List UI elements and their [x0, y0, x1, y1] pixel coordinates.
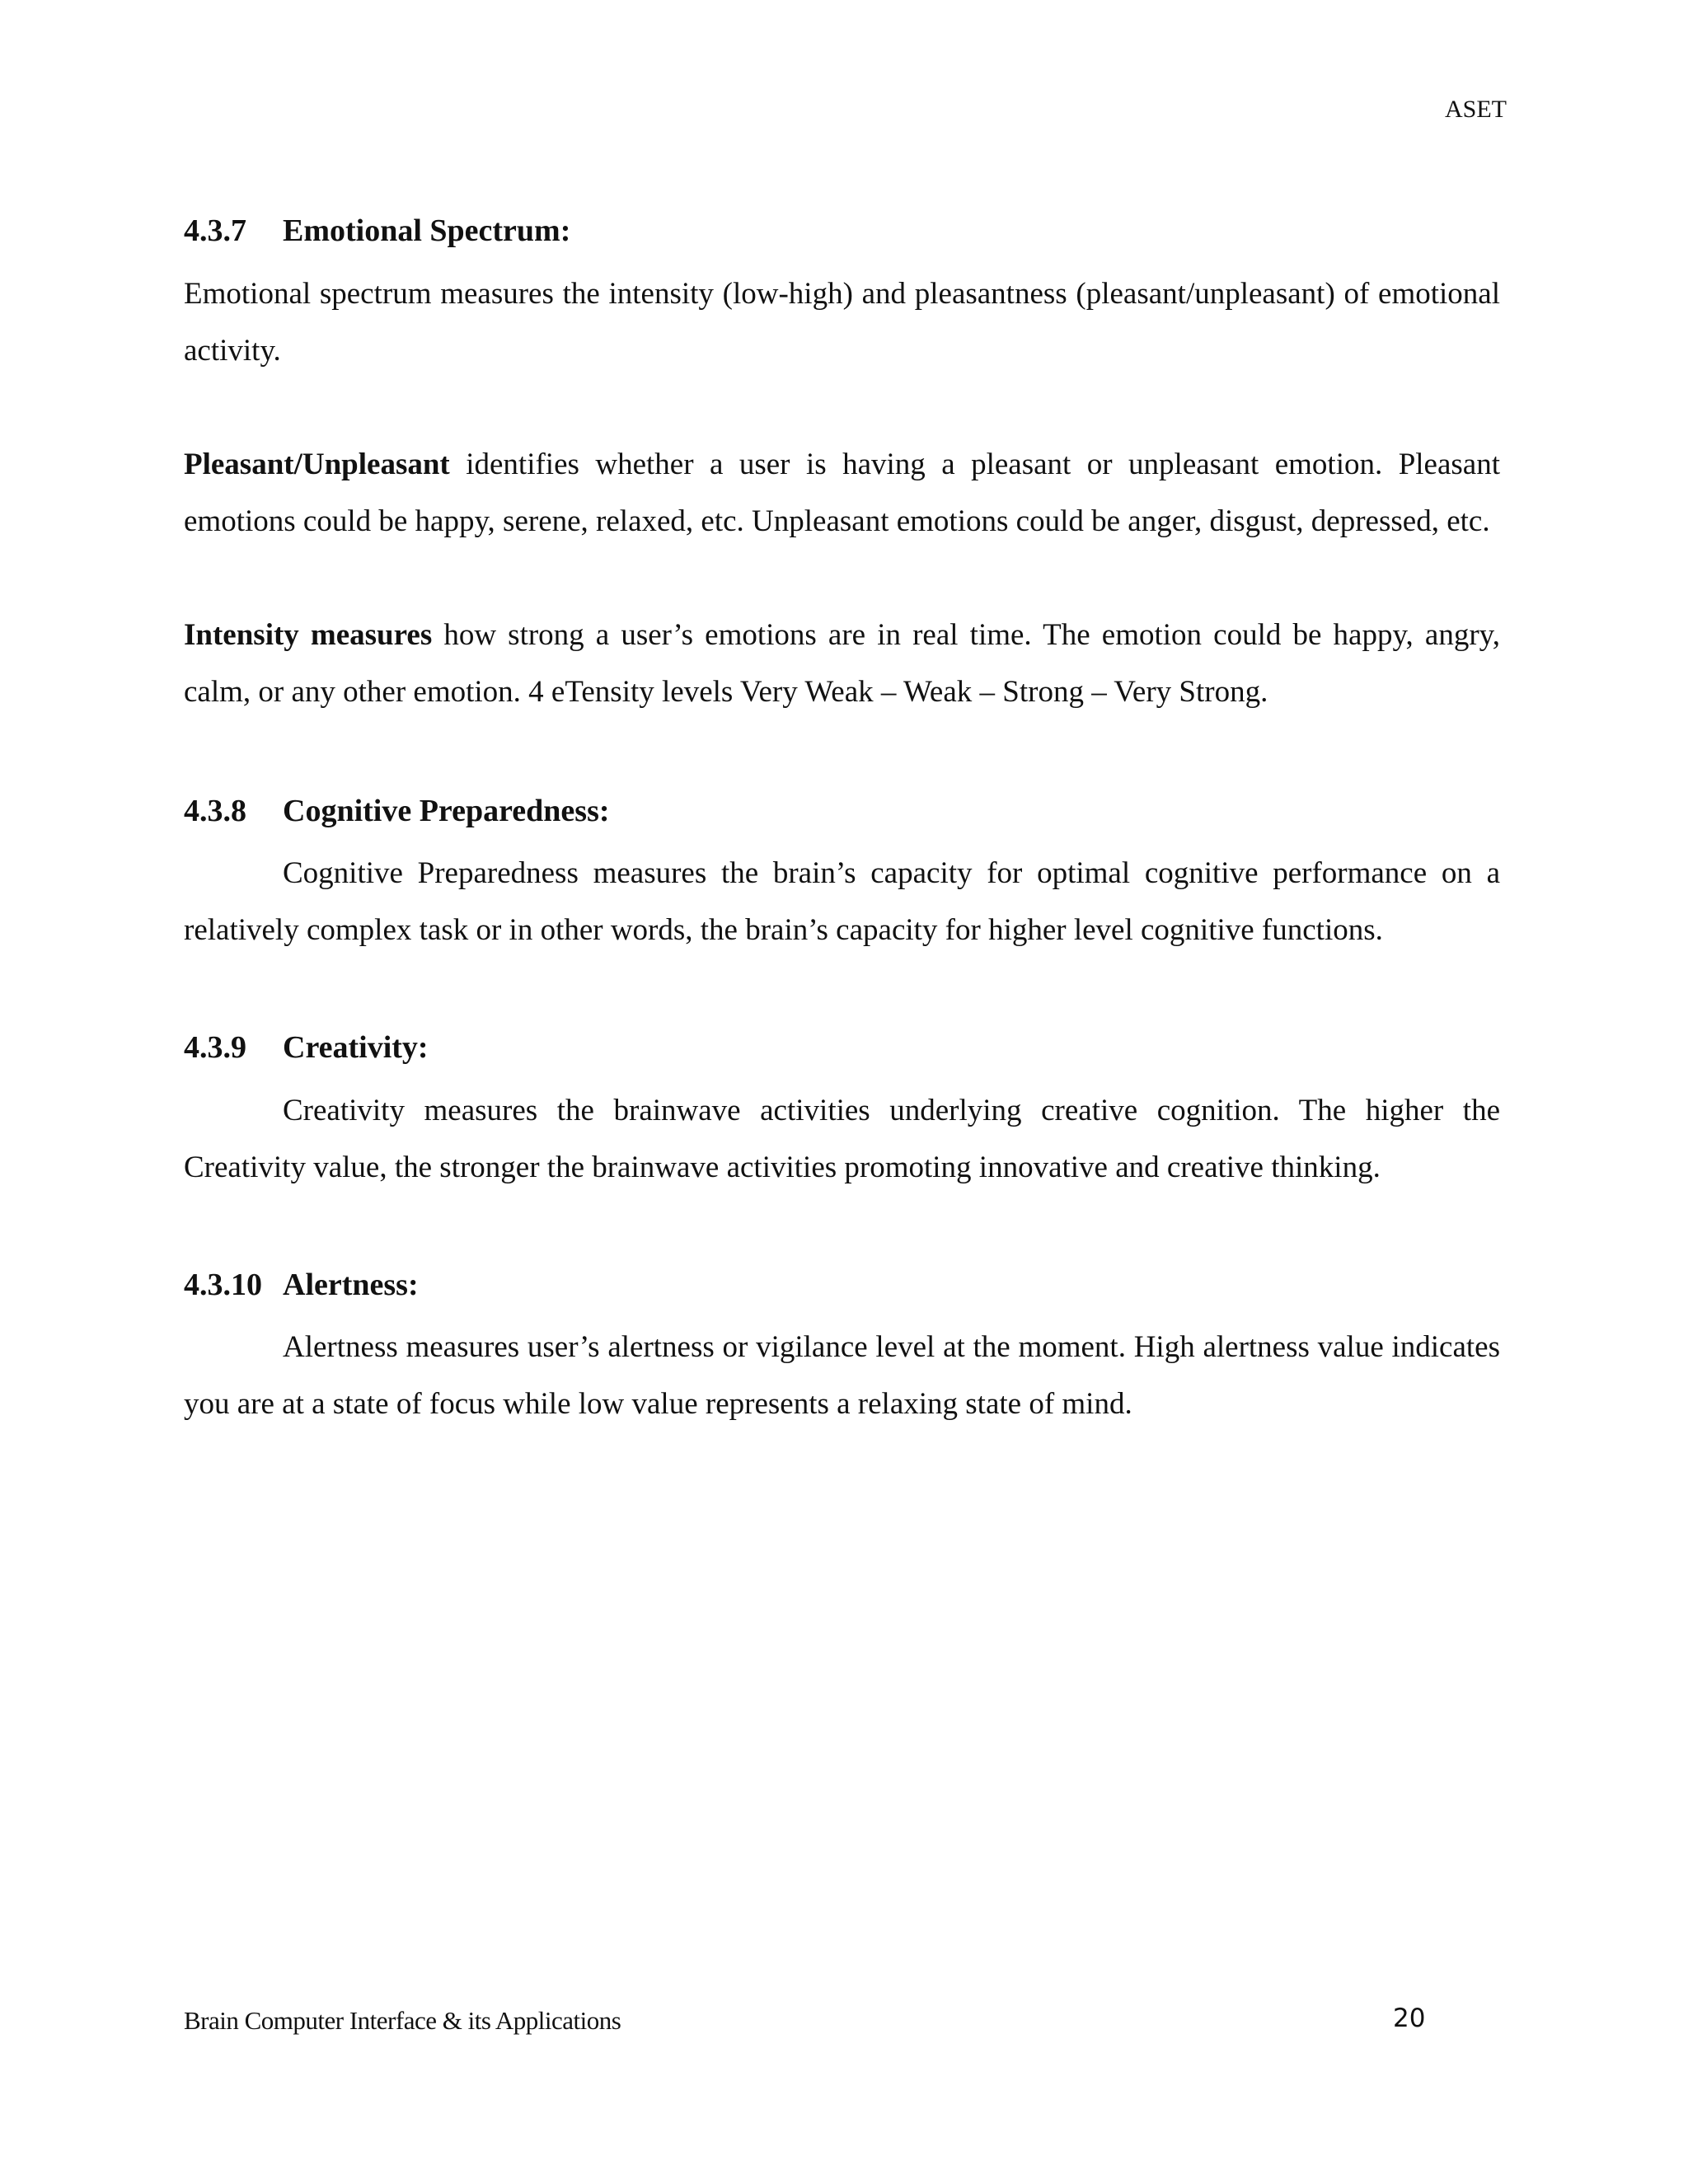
section-number: 4.3.9	[184, 1030, 246, 1066]
bold-lead: Intensity measures	[184, 617, 433, 652]
footer-page-number: 20	[1393, 2004, 1426, 2033]
section-heading	[184, 793, 1500, 831]
paragraph: Emotional spectrum measures the intensity (low-high) and pleasantness (pleasant/unpleasant) of emotional activity.	[184, 276, 1500, 368]
section-title: Cognitive Preparedness:	[283, 793, 610, 828]
paragraph: Creativity measures the brainwave activities underlying creative cognition. The higher the Creativity value, the stronger the brainwave activities promoting innovative and creative thinking.	[184, 1093, 1500, 1184]
section-title: Alertness:	[283, 1267, 419, 1302]
paragraph	[184, 436, 1500, 550]
section-title: Creativity:	[283, 1030, 429, 1066]
bold-lead: Pleasant/Unpleasant	[184, 447, 450, 481]
section-heading	[184, 1029, 1500, 1067]
section-heading	[184, 213, 1500, 251]
section-number: 4.3.10	[184, 1267, 262, 1302]
running-header: ASET	[1445, 96, 1507, 123]
footer-document-title: Brain Computer Interface & its Applications	[184, 2006, 621, 2035]
section-title: Emotional Spectrum:	[283, 213, 571, 248]
page-content	[184, 213, 1500, 1432]
section-creativity	[184, 1029, 1500, 1196]
section-cognitive-preparedness	[184, 793, 1500, 959]
section-emotional-spectrum	[184, 213, 1500, 720]
paragraph: Cognitive Preparedness measures the brain’s capacity for optimal cognitive performance on a relatively complex task or in other words, the brain’s capacity for higher level cognitive functions.	[184, 856, 1500, 948]
section-alertness	[184, 1267, 1500, 1433]
section-number: 4.3.8	[184, 793, 246, 828]
paragraph-text: how strong a user’s emotions are in real time. The emotion could be happy, angry, calm, or any other emotion. 4 eTensity levels Very Weak – Weak – Strong – Very Strong.	[184, 617, 1500, 709]
paragraph-text: identifies whether a user is having a pleasant or unpleasant emotion. Pleasant emotions could be happy, serene, relaxed, etc. Unpleasant emotions could be anger, disgust, depressed, etc.	[184, 447, 1500, 538]
section-number: 4.3.7	[184, 213, 246, 248]
paragraph	[184, 607, 1500, 720]
paragraph: Alertness measures user’s alertness or vigilance level at the moment. High alertness value indicates you are at a state of focus while low value represents a relaxing state of mind.	[184, 1330, 1500, 1422]
section-heading	[184, 1267, 1500, 1305]
